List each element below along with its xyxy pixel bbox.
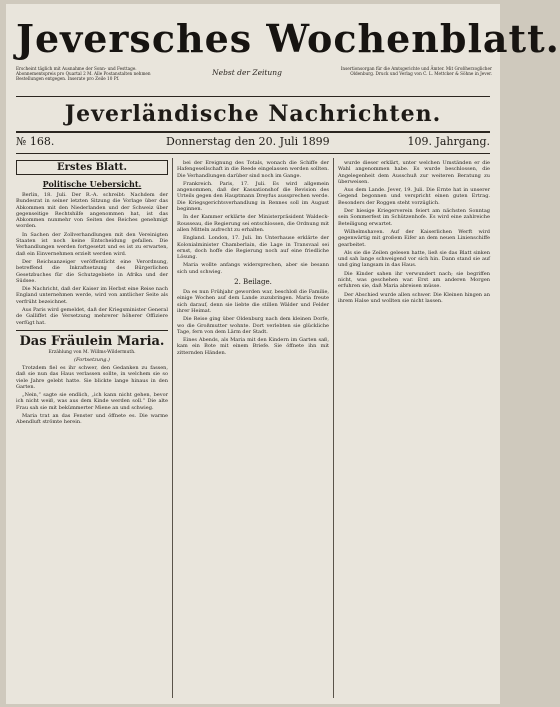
column-divider — [172, 158, 173, 698]
masthead-title: Jeversches Wochenblatt. — [16, 16, 560, 61]
section-heading: Politische Uebersicht. — [42, 179, 142, 189]
dateline — [16, 134, 490, 150]
divider — [16, 131, 490, 133]
novel-title: Das Fräulein Maria. — [16, 330, 168, 349]
paragraph: Wilhelmshaven. Auf der Kaiserlichen Werft wird gegenwärtig mit großem Eifer an dem neuen Linienschiffe gearbeitet. — [338, 228, 490, 248]
paragraph: Maria wollte anfangs widersprechen, aber sie besann sich und schwieg. — [177, 262, 329, 275]
paragraph: Die Reise ging über Oldenburg nach dem kleinen Dorfe, wo die Großmutter wohnte. Dort verlebten sie glückliche Tage, fern von dem Lärm der Stadt. — [177, 316, 329, 335]
paragraph: Der Abschied wurde allen schwer. Die Kleinen hingen an ihrem Halse und wollten sie nicht lassen. — [338, 291, 490, 304]
issue-date: Donnerstag den 20. Juli 1899 — [166, 135, 330, 148]
issue-number: № 168. — [16, 135, 55, 148]
paragraph: wurde dieser erklärt, unter welchen Umständen er die Wahl angenommen habe. Es wurde beschlossen, die Angelegenheit dem Ausschuß zur weiteren Beratung zu überweisen. — [338, 160, 490, 185]
novel-byline: Erzählung von M. Willms-Wildermuth. — [48, 349, 136, 355]
column-divider — [333, 158, 334, 698]
paragraph: Als sie die Zeilen gelesen hatte, ließ sie das Blatt sinken und sah lange schweigend vor sich hin. Dann stand sie auf und ging langsam in das Haus. — [338, 249, 490, 269]
paragraph: Trotzdem fiel es ihr schwer, den Gedanken zu fassen, daß sie nun das Haus verlassen sollte, in welchem sie so viele Jahre gelebt hatte. Sie blickte lange hinaus in den Garten. — [16, 364, 168, 390]
divider — [16, 96, 490, 97]
paragraph: Aus Paris wird gemeldet, daß der Kriegsminister General de Galliffet die Versetzung mehrerer höherer Offiziere verfügt hat. — [16, 307, 168, 326]
section-box: Erstes Blatt. — [16, 160, 168, 175]
paragraph: Die Nachricht, daß der Kaiser im Herbst eine Reise nach England unternehmen werde, wird von amtlicher Seite als verfrüht bezeichnet. — [16, 286, 168, 305]
newspaper-page — [6, 4, 560, 704]
paragraph: Der hiesige Kriegerverein feiert am nächsten Sonntag sein Sommerfest im Schützenhofe. Es wird eine zahlreiche Beteiligung erwartet. — [338, 208, 490, 227]
paragraph: In der Kammer erklärte der Ministerpräsident Waldeck-Rousseau, die Regierung sei entschlossen, die Ordnung mit allen Mitteln aufrecht zu erhalten. — [177, 214, 329, 233]
paragraph: England. London, 17. Juli. Im Unterhause erklärte der Kolonialminister Chamberlain, die Lage in Transvaal sei ernst, doch hoffe die Regierung noch auf eine friedliche Lösung. — [177, 235, 329, 261]
column-2 — [177, 160, 329, 700]
section-marker: 2. Beilage. — [234, 278, 272, 287]
masthead-info-right: Insertionsorgan für die Amtsgerichte und Ämter. Mit Großherzoglicher Oldenburg. Druck und Verlag von C. L. Mettcker & Söhne in Jever. — [340, 66, 492, 77]
paragraph: „Nein,“ sagte sie endlich, „ich kann nicht gehen, bevor ich nicht weiß, was aus dem Kinde werden soll.“ Die alte Frau sah sie mit bekümmerter Miene an und schwieg. — [16, 392, 168, 411]
paragraph: Die Kinder sahen ihr verwundert nach; sie begriffen nicht, was geschehen war. Erst am anderen Morgen erfuhren sie, daß Maria abreisen müsse. — [338, 270, 490, 290]
paragraph: Da es nun Frühjahr geworden war, beschloß die Familie, einige Wochen auf dem Lande zuzubringen. Maria freute sich darauf, denn sie liebte die stillen Wälder und Felder ihrer Heimat. — [177, 289, 329, 314]
paragraph: bei der Ereignung des Totals, wonach die Schiffe der Hafengesellschaft in die Reede eingelassen werden sollten. Die Verhandlungen darüber sind noch im Gange. — [177, 160, 329, 179]
paragraph: Der Reichsanzeiger veröffentlicht eine Verordnung, betreffend die Inkraftsetzung des Bürgerlichen Gesetzbuches für die Schutzgebiete in Afrika und der Südsee. — [16, 258, 168, 284]
continuation-note: (Fortsetzung.) — [74, 356, 110, 363]
paragraph: Eines Abends, als Maria mit den Kindern im Garten saß, kam ein Bote mit einem Briefe. Sie öffnete ihn mit zitternden Händen. — [177, 337, 329, 356]
masthead-subtitle: Nebst der Zeitung — [212, 68, 282, 77]
paragraph: Maria trat an das Fenster und öffnete es. Die warme Abendluft strömte herein. — [16, 413, 168, 426]
masthead-info-left: Erscheint täglich mit Ausnahme der Sonn- und Festtage. Abonnementspreis pro Quartal 2 M. Alle Postanstalten nehmen Bestellungen entgegen. Inserate pro Zeile 10 Pf. — [16, 66, 151, 82]
paragraph: In Sachen der Zollverhandlungen mit den Vereinigten Staaten ist noch keine Entscheidung gefallen. Die Verhandlungen werden fortgesetzt und es ist zu erwarten, daß ein Einvernehmen erzielt werden wird. — [16, 231, 168, 257]
column-1 — [16, 160, 168, 700]
paragraph: Frankreich. Paris, 17. Juli. Es wird allgemein angenommen, daß der Kassationshof die Revision des Urteils gegen den Hauptmann Dreyfus aussprechen werde. Die Kriegsgerichtsverhandlung in Rennes soll im August beginnen. — [177, 180, 329, 213]
column-3 — [338, 160, 490, 700]
issue-year: 109. Jahrgang. — [407, 135, 490, 148]
paragraph: Aus dem Lande. Jever, 19. Juli. Die Ernte hat in unserer Gegend begonnen und verspricht einen guten Ertrag. Besonders der Roggen steht vorzüglich. — [338, 187, 490, 206]
divider — [16, 153, 490, 154]
secondary-title: Jeverländische Nachrichten. — [64, 101, 442, 127]
paragraph: Berlin, 18. Juli. Der R.-A. schreibt: Nachdem der Bundesrat in seiner letzten Sitzung die Vorlage über das Abkommen mit den Niederlanden und der Schweiz über gegenseitige Rechtshilfe angenommen hat, ist das Abkommen nunmehr von Seiten des Reiches genehmigt worden. — [16, 192, 168, 230]
